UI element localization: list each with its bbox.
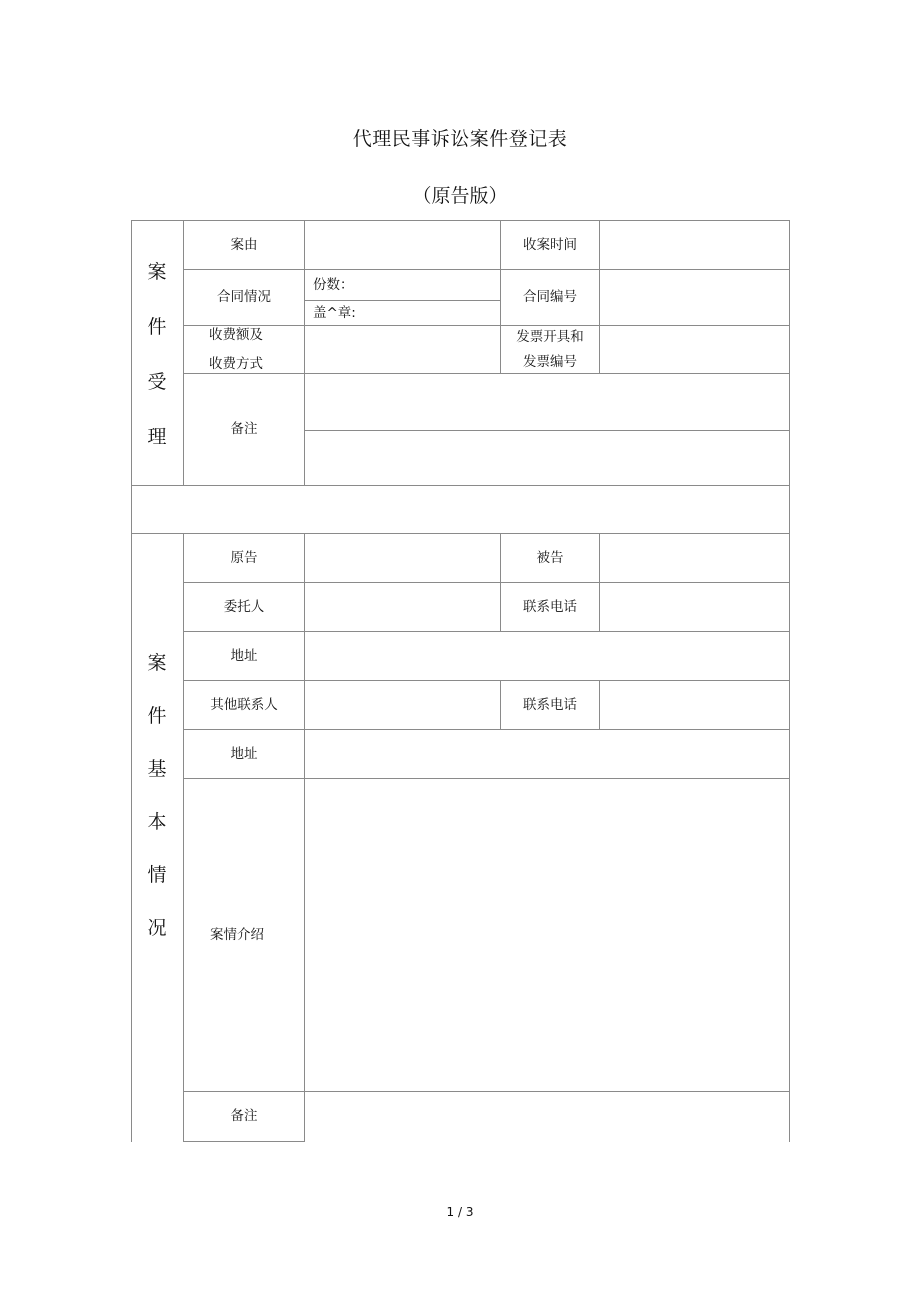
section-char: 况 [147, 917, 167, 939]
other-phone-field[interactable] [600, 681, 789, 729]
section-label-case-acceptance [131, 220, 183, 485]
address-field[interactable] [305, 632, 789, 680]
phone-field[interactable] [600, 583, 789, 631]
blank-separator-row [132, 486, 789, 533]
other-contact-field[interactable] [305, 681, 500, 729]
section-char: 件 [147, 315, 167, 338]
seal-label: 盖^章: [313, 304, 356, 321]
contract-label: 合同情况 [217, 289, 271, 306]
address-label: 地址 [230, 647, 258, 664]
section-char: 受 [147, 370, 167, 393]
invoice-label-line2: 发票编号 [523, 353, 577, 370]
basic-remarks-field[interactable] [305, 1092, 789, 1141]
invoice-label [501, 326, 599, 373]
other-contact-label: 其他联系人 [210, 696, 278, 713]
received-time-field[interactable] [600, 221, 789, 269]
phone-label: 联系电话 [523, 598, 577, 615]
remarks-label: 备注 [230, 421, 258, 438]
section-char: 件 [147, 705, 167, 727]
section-char: 理 [147, 425, 167, 448]
other-phone-label: 联系电话 [523, 696, 577, 713]
invoice-field[interactable] [600, 326, 789, 373]
other-address-field[interactable] [305, 730, 789, 778]
case-cause-field[interactable] [305, 221, 500, 269]
remarks-field-1[interactable] [305, 374, 789, 430]
registration-form [131, 220, 790, 1142]
page-title: 代理民事诉讼案件登记表 [352, 128, 568, 150]
case-cause-label: 案由 [230, 236, 258, 253]
section-char: 案 [147, 260, 167, 283]
grid-line [183, 1141, 305, 1142]
contract-no-field[interactable] [600, 270, 789, 325]
table-border-right [789, 220, 790, 1142]
section-label-case-basic-info [131, 534, 183, 1054]
fee-label-line2: 收费方式 [209, 355, 263, 372]
contract-no-label: 合同编号 [523, 289, 577, 306]
page-number: 1 / 3 [446, 1205, 474, 1219]
section-char: 案 [147, 652, 167, 674]
other-address-label: 地址 [230, 745, 258, 762]
case-intro-field[interactable] [305, 779, 789, 1091]
client-label: 委托人 [223, 598, 265, 615]
fee-field[interactable] [305, 326, 500, 373]
plaintiff-field[interactable] [305, 534, 500, 582]
page-subtitle: （原告版） [412, 185, 508, 207]
case-intro-label: 案情介绍 [210, 926, 264, 943]
section-char: 情 [147, 864, 167, 886]
basic-remarks-label: 备注 [230, 1108, 258, 1125]
defendant-label: 被告 [536, 549, 564, 566]
received-time-label: 收案时间 [523, 236, 577, 253]
copies-label: 份数： [313, 276, 354, 293]
defendant-field[interactable] [600, 534, 789, 582]
fee-label [184, 326, 288, 373]
fee-label-line1: 收费额及 [209, 326, 263, 343]
section-char: 基 [147, 758, 167, 780]
remarks-field-2[interactable] [305, 431, 789, 485]
client-field[interactable] [305, 583, 500, 631]
invoice-label-line1: 发票开具和 [516, 328, 584, 345]
plaintiff-label: 原告 [230, 549, 258, 566]
section-char: 本 [147, 811, 167, 833]
